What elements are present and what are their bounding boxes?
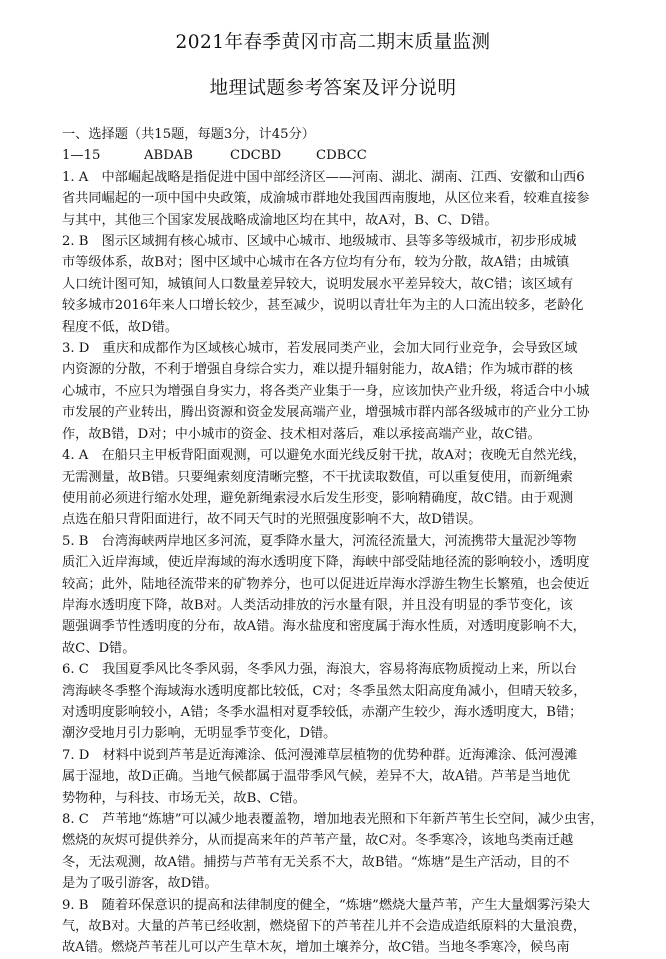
explanation-line: 是为了吸引游客，故D错。 [62,876,218,892]
answer-explanation-6 [62,659,626,745]
explanation-line: 1. A 中部崛起战略是指促进中国中部经济区——河南、湖北、湖南、江西、安徽和山西6 [62,169,585,185]
answer-group: ABDAB [144,148,194,164]
explanation-line: 内资源的分散，不利于增强自身综合实力，难以提升辐射能力，故A错；作为城市群的核 [62,362,573,378]
answer-explanation-5 [62,531,626,659]
explanation-line: 2. B 图示区域拥有核心城市、区域中心城市、地级城市、县等多等级城市，初步形成城 [62,234,577,250]
explanation-line: 4. A 在船只主甲板背阳面观测，可以避免水面光线反射干扰，故A对；夜晚无自然光线， [62,448,586,464]
answer-explanation-8 [62,809,626,895]
explanation-line: 岸海水透明度下降，故B对。人类活动排放的污水量有限，并且没有明显的季节变化，该 [62,597,573,613]
answer-group: CDBCC [316,148,367,164]
explanation-line: 冬，无法观测，故A错。捕捞与芦苇有无关系不大，故B错。“炼塘”是生产活动，目的不 [62,854,570,870]
explanation-line: 与其中，其他三个国家发展战略成渝地区均在其中，故A对，B、C、D错。 [62,212,498,228]
explanation-line: 潮汐受地月引力影响，无明显季节变化，D错。 [62,726,337,742]
explanation-line: 心城市，不应只为增强自身实力，将各类产业集于一身，应该加快产业升级，将适合中小城 [62,383,590,399]
explanation-line: 燃烧的灰烬可提供养分，从而提高来年的芦苇产量，故C对。冬季寒冷，该地鸟类南迁越 [62,833,574,849]
section-heading: 一、选择题（共15题，每题3分，计45分） [62,127,315,142]
explanation-line: 3. D 重庆和成都作为区域核心城市，若发展同类产业，会加大同行业竞争，会导致区域 [62,341,578,357]
explanation-line: 势物种，与科技、市场无关，故B、C错。 [62,790,306,806]
answer-explanation-1 [62,167,626,231]
explanation-line: 作，故B错，D对；中小城市的资金、技术相对落后，难以承接高端产业，故C错。 [62,426,541,442]
answer-range: 1—15 [62,148,101,164]
explanation-line: 9. B 随着环保意识的提高和法律制度的健全，“炼塘”燃烧大量芦苇，产生大量烟雾污染大 [62,897,590,913]
document-body [62,124,626,959]
explanation-line: 7. D 材料中说到芦苇是近海滩涂、低河漫滩草层植物的优势种群。近海滩涂、低河漫滩 [62,747,578,763]
document-title: 2021年春季黄冈市高二期末质量监测 [175,32,491,53]
explanation-line: 较高；此外，陆地径流带来的矿物养分，也可以促进近岸海水浮游生物生长繁殖，也会使近 [62,576,590,592]
explanation-line: 属于湿地，故D正确。当地气候都属于温带季风气候，差异不大，故A错。芦苇是当地优 [62,769,571,785]
explanation-line: 无需测量，故B错。只要绳索刻度清晰完整，不干扰读取数值，可以重复使用，而新绳索 [62,469,573,485]
explanation-line: 5. B 台湾海峡两岸地区多河流，夏季降水量大，河流径流量大，河流携带大量泥沙等物 [62,533,577,549]
explanation-line: 湾海峡冬季整个海域海水透明度都比较低，C对；冬季虽然太阳高度角减小，但晴天较多， [62,683,587,699]
explanation-line: 程度不低，故D错。 [62,319,179,335]
explanation-line: 市发展的产业转出，腾出资源和资金发展高端产业，增强城市群内部各级城市的产业分工协 [62,405,590,421]
explanation-line: 省共同崛起的一项中国中央政策，成渝城市群地处我国西南腹地，从区位来看，较难直接参 [62,191,590,207]
explanation-line: 市等级体系，故B对；图中区域中心城市在各方位均有分布，较为分散，故A错；由城镇 [62,255,570,271]
question-list [62,167,626,959]
answer-group: CDCBD [230,148,282,164]
answer-key [62,145,626,166]
answer-explanation-3 [62,338,626,445]
answer-explanation-4 [62,445,626,531]
explanation-line: 质汇入近岸海域，使近岸海域的海水透明度下降，海峡中部受陆地径流的影响较小，透明度 [62,555,590,571]
explanation-line: 故C、D错。 [62,640,136,656]
document-subtitle: 地理试题参考答案及评分说明 [209,78,457,99]
answer-explanation-7 [62,745,626,809]
explanation-line: 气，故B对。大量的芦苇已经收割，燃烧留下的芦苇茬儿并不会造成造纸原料的大量浪费， [62,919,586,935]
explanation-line: 题强调季节性透明度的分布，故A错。海水盐度和密度属于海水性质，对透明度影响不大， [62,619,586,635]
answer-explanation-9 [62,895,626,959]
explanation-line: 8. C 芦苇地“炼塘”可以减少地表覆盖物，增加地表光照和下年新芦苇生长空间，减少虫害， [62,812,604,827]
explanation-line: 故A错。燃烧芦苇茬儿可以产生草木灰，增加土壤养分，故C错。当地冬季寒冷，候鸟南 [62,940,570,956]
explanation-line: 对透明度影响较小，A错；冬季水温相对夏季较低，赤潮产生较少，海水透明度大，B错； [62,704,583,720]
explanation-line: 人口统计图可知，城镇间人口数量差异较大，说明发展水平差异较大，故C错；该区域有 [62,276,574,292]
explanation-line: 点选在船只背阳面进行，故不同天气时的光照强度影响不大，故D错误。 [62,512,482,528]
explanation-line: 使用前必须进行缩水处理，避免新绳索浸水后发生形变，影响精确度，故C错。由于观测 [62,490,574,506]
answer-explanation-2 [62,231,626,338]
explanation-line: 较多城市2016年来人口增长较少，甚至减少，说明以青壮年为主的人口流出较多，老龄化 [62,298,584,314]
explanation-line: 6. C 我国夏季风比冬季风弱，冬季风力强，海浪大，容易将海底物质搅动上来，所以台 [62,662,577,678]
